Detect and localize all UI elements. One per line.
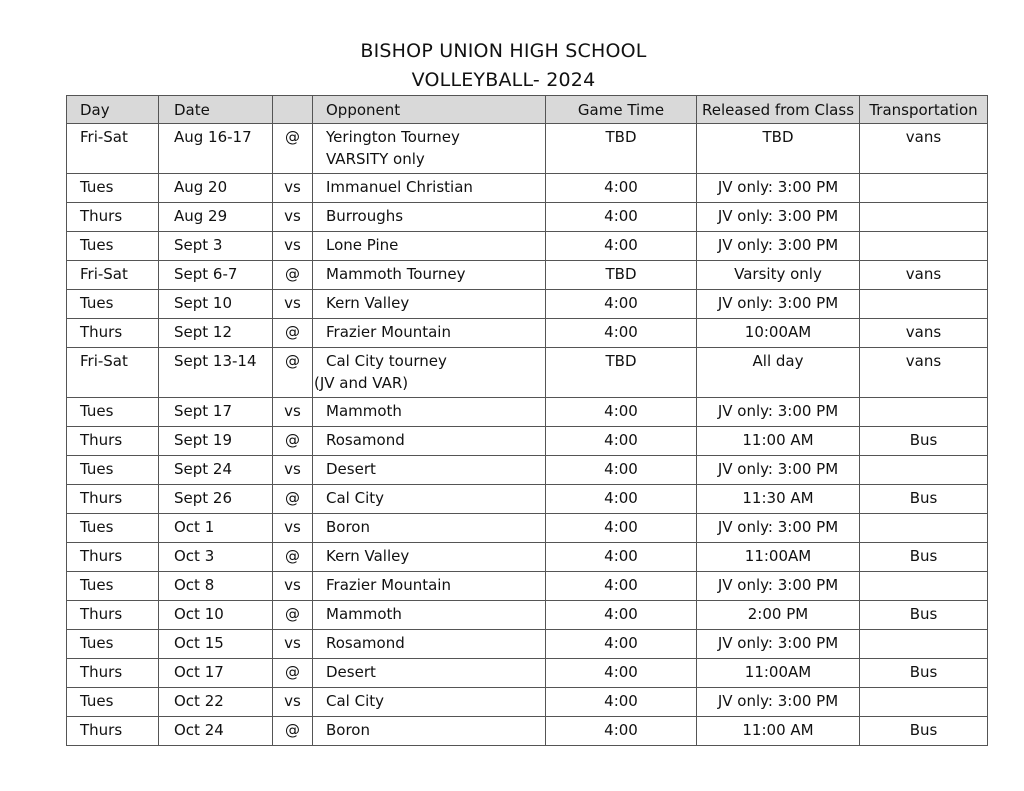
cell-transportation: vans: [860, 348, 988, 398]
column-header-released: Released from Class: [697, 96, 860, 124]
cell-day: Thurs: [67, 601, 159, 630]
cell-venue: @: [273, 319, 313, 348]
table-row: [67, 427, 988, 456]
cell-date: Oct 10: [159, 601, 273, 630]
cell-date: Aug 16-17: [159, 124, 273, 174]
column-header-game-time: Game Time: [546, 96, 697, 124]
cell-released: JV only: 3:00 PM: [697, 456, 860, 485]
cell-released: JV only: 3:00 PM: [697, 203, 860, 232]
cell-day: Tues: [67, 688, 159, 717]
cell-day: Tues: [67, 572, 159, 601]
cell-released: 11:00AM: [697, 659, 860, 688]
table-row: [67, 203, 988, 232]
cell-transportation: vans: [860, 319, 988, 348]
cell-opponent: Lone Pine: [313, 232, 546, 261]
table-row: [67, 174, 988, 203]
cell-day: Thurs: [67, 717, 159, 746]
opponent-note: VARSITY only: [326, 150, 425, 168]
cell-venue: @: [273, 348, 313, 398]
cell-opponent: Immanuel Christian: [313, 174, 546, 203]
cell-date: Oct 3: [159, 543, 273, 572]
cell-transportation: Bus: [860, 485, 988, 514]
page-subtitle: VOLLEYBALL- 2024: [411, 69, 596, 91]
table-row: [67, 543, 988, 572]
cell-released: JV only: 3:00 PM: [697, 232, 860, 261]
cell-transportation: vans: [860, 124, 988, 174]
cell-transportation: Bus: [860, 717, 988, 746]
table-row: [67, 456, 988, 485]
cell-venue: vs: [273, 203, 313, 232]
cell-venue: @: [273, 261, 313, 290]
cell-opponent: Rosamond: [313, 630, 546, 659]
cell-day: Fri-Sat: [67, 124, 159, 174]
cell-game-time: TBD: [546, 124, 697, 174]
cell-venue: vs: [273, 290, 313, 319]
table-row: [67, 572, 988, 601]
cell-opponent: Mammoth Tourney: [313, 261, 546, 290]
table-row: [67, 398, 988, 427]
cell-venue: vs: [273, 630, 313, 659]
cell-released: TBD: [697, 124, 860, 174]
cell-game-time: 4:00: [546, 572, 697, 601]
cell-venue: vs: [273, 572, 313, 601]
cell-released: JV only: 3:00 PM: [697, 630, 860, 659]
cell-day: Tues: [67, 174, 159, 203]
cell-opponent: Frazier Mountain: [313, 319, 546, 348]
cell-date: Oct 8: [159, 572, 273, 601]
cell-game-time: 4:00: [546, 601, 697, 630]
cell-game-time: 4:00: [546, 319, 697, 348]
cell-day: Tues: [67, 630, 159, 659]
opponent-name: Cal City tourney: [326, 352, 447, 370]
cell-released: JV only: 3:00 PM: [697, 514, 860, 543]
table-row: [67, 514, 988, 543]
cell-transportation: [860, 514, 988, 543]
cell-day: Thurs: [67, 203, 159, 232]
cell-transportation: Bus: [860, 659, 988, 688]
cell-game-time: 4:00: [546, 717, 697, 746]
cell-date: Sept 24: [159, 456, 273, 485]
table-row: [67, 348, 988, 398]
cell-date: Sept 10: [159, 290, 273, 319]
cell-released: JV only: 3:00 PM: [697, 290, 860, 319]
cell-game-time: 4:00: [546, 203, 697, 232]
cell-day: Fri-Sat: [67, 261, 159, 290]
cell-opponent: Cal City: [313, 485, 546, 514]
cell-venue: vs: [273, 174, 313, 203]
cell-released: 11:30 AM: [697, 485, 860, 514]
cell-game-time: 4:00: [546, 659, 697, 688]
table-row: [67, 319, 988, 348]
cell-date: Oct 15: [159, 630, 273, 659]
table-row: [67, 630, 988, 659]
cell-day: Tues: [67, 456, 159, 485]
cell-venue: vs: [273, 398, 313, 427]
column-header-date: Date: [159, 96, 273, 124]
cell-opponent: Burroughs: [313, 203, 546, 232]
cell-date: Sept 26: [159, 485, 273, 514]
cell-day: Thurs: [67, 543, 159, 572]
cell-game-time: 4:00: [546, 174, 697, 203]
cell-released: 2:00 PM: [697, 601, 860, 630]
cell-opponent: Frazier Mountain: [313, 572, 546, 601]
cell-opponent: Cal City: [313, 688, 546, 717]
cell-game-time: TBD: [546, 348, 697, 398]
cell-released: 11:00AM: [697, 543, 860, 572]
cell-date: Sept 17: [159, 398, 273, 427]
cell-venue: vs: [273, 688, 313, 717]
cell-game-time: 4:00: [546, 398, 697, 427]
header-row: [67, 96, 988, 124]
cell-opponent: Desert: [313, 456, 546, 485]
cell-game-time: 4:00: [546, 485, 697, 514]
cell-opponent: Rosamond: [313, 427, 546, 456]
cell-transportation: [860, 203, 988, 232]
cell-day: Thurs: [67, 659, 159, 688]
cell-released: JV only: 3:00 PM: [697, 398, 860, 427]
cell-date: Sept 19: [159, 427, 273, 456]
cell-game-time: 4:00: [546, 232, 697, 261]
cell-venue: @: [273, 717, 313, 746]
cell-opponent: [313, 348, 546, 398]
cell-game-time: 4:00: [546, 456, 697, 485]
cell-date: Oct 1: [159, 514, 273, 543]
cell-venue: @: [273, 601, 313, 630]
cell-game-time: 4:00: [546, 290, 697, 319]
cell-transportation: [860, 572, 988, 601]
opponent-name: Yerington Tourney: [326, 128, 460, 146]
cell-transportation: [860, 290, 988, 319]
cell-day: Thurs: [67, 485, 159, 514]
cell-opponent: Kern Valley: [313, 290, 546, 319]
cell-date: Sept 12: [159, 319, 273, 348]
cell-date: Sept 13-14: [159, 348, 273, 398]
page-title: BISHOP UNION HIGH SCHOOL: [360, 40, 647, 62]
cell-date: Oct 17: [159, 659, 273, 688]
cell-transportation: vans: [860, 261, 988, 290]
cell-transportation: Bus: [860, 427, 988, 456]
cell-date: Sept 3: [159, 232, 273, 261]
cell-opponent: Kern Valley: [313, 543, 546, 572]
cell-day: Tues: [67, 290, 159, 319]
cell-day: Thurs: [67, 319, 159, 348]
cell-transportation: Bus: [860, 543, 988, 572]
table-row: [67, 601, 988, 630]
cell-released: Varsity only: [697, 261, 860, 290]
cell-venue: vs: [273, 456, 313, 485]
cell-day: Tues: [67, 514, 159, 543]
table-row: [67, 290, 988, 319]
cell-transportation: [860, 630, 988, 659]
cell-game-time: 4:00: [546, 688, 697, 717]
cell-day: Tues: [67, 232, 159, 261]
column-header-opponent: Opponent: [313, 96, 546, 124]
cell-venue: @: [273, 124, 313, 174]
cell-date: Aug 20: [159, 174, 273, 203]
cell-transportation: Bus: [860, 601, 988, 630]
table-row: [67, 261, 988, 290]
table-row: [67, 659, 988, 688]
column-header-transportation: Transportation: [860, 96, 988, 124]
cell-day: Fri-Sat: [67, 348, 159, 398]
table-row: [67, 717, 988, 746]
cell-date: Oct 22: [159, 688, 273, 717]
cell-opponent: Boron: [313, 717, 546, 746]
table-row: [67, 485, 988, 514]
cell-released: 10:00AM: [697, 319, 860, 348]
cell-date: Oct 24: [159, 717, 273, 746]
cell-venue: vs: [273, 514, 313, 543]
cell-opponent: Desert: [313, 659, 546, 688]
column-header-day: Day: [67, 96, 159, 124]
cell-opponent: Boron: [313, 514, 546, 543]
cell-venue: @: [273, 427, 313, 456]
cell-transportation: [860, 688, 988, 717]
cell-transportation: [860, 232, 988, 261]
cell-game-time: 4:00: [546, 514, 697, 543]
cell-transportation: [860, 398, 988, 427]
cell-transportation: [860, 456, 988, 485]
cell-released: JV only: 3:00 PM: [697, 174, 860, 203]
cell-game-time: TBD: [546, 261, 697, 290]
cell-opponent: [313, 124, 546, 174]
cell-game-time: 4:00: [546, 427, 697, 456]
cell-date: Sept 6-7: [159, 261, 273, 290]
cell-released: JV only: 3:00 PM: [697, 688, 860, 717]
cell-released: All day: [697, 348, 860, 398]
cell-venue: @: [273, 543, 313, 572]
column-header-venue: [273, 96, 313, 124]
table-row: [67, 124, 988, 174]
cell-released: 11:00 AM: [697, 717, 860, 746]
cell-opponent: Mammoth: [313, 601, 546, 630]
cell-game-time: 4:00: [546, 630, 697, 659]
schedule-table: [66, 95, 988, 746]
cell-date: Aug 29: [159, 203, 273, 232]
opponent-note: (JV and VAR): [314, 374, 409, 392]
table-row: [67, 232, 988, 261]
cell-opponent: Mammoth: [313, 398, 546, 427]
cell-released: 11:00 AM: [697, 427, 860, 456]
table-row: [67, 688, 988, 717]
cell-venue: @: [273, 485, 313, 514]
cell-released: JV only: 3:00 PM: [697, 572, 860, 601]
cell-venue: @: [273, 659, 313, 688]
cell-transportation: [860, 174, 988, 203]
cell-game-time: 4:00: [546, 543, 697, 572]
cell-venue: vs: [273, 232, 313, 261]
cell-day: Thurs: [67, 427, 159, 456]
cell-day: Tues: [67, 398, 159, 427]
